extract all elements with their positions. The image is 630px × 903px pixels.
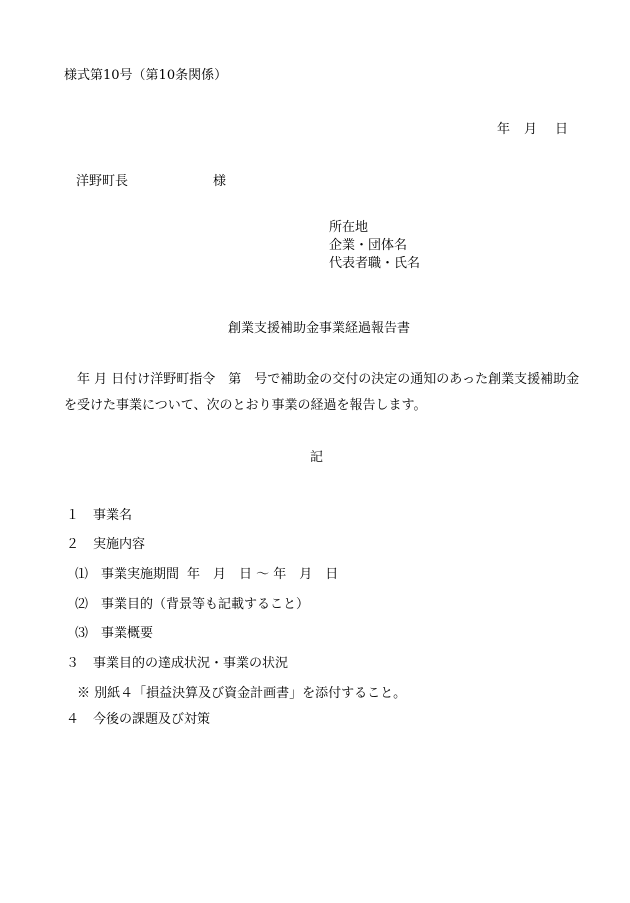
sub-item-1-number: ⑴ <box>75 567 89 582</box>
item-4 <box>66 713 210 726</box>
addressee-name: 洋野町長 <box>76 174 129 189</box>
sub-item-2-label: 事業目的（背景等も記載すること） <box>101 597 310 612</box>
sub-item-2-number: ⑵ <box>75 597 89 612</box>
sub-item-1-label: 事業実施期間 <box>101 567 180 582</box>
body-line-2: を受けた事業について、次のとおり事業の経過を報告します。 <box>64 398 427 413</box>
sub-item-3 <box>75 627 153 640</box>
sub-item-2 <box>75 598 309 611</box>
sub-item-3-number: ⑶ <box>75 626 89 641</box>
item-2-label: 実施内容 <box>93 537 146 552</box>
body-line-1: 年 月 日付け洋野町指令 第 号で補助金の交付の決定の通知のあった創業支援補助金 <box>77 372 580 387</box>
sub-item-1 <box>75 568 338 581</box>
item-1-label: 事業名 <box>93 508 133 523</box>
date-month: 月 <box>524 122 538 137</box>
form-number: 様式第10号（第10条関係） <box>64 68 228 83</box>
applicant-address-label: 所在地 <box>329 220 369 235</box>
item-1-number: １ <box>66 508 80 523</box>
sub-item-1-period: 年 月 日 〜 年 月 日 <box>187 567 339 582</box>
attachment-note: ※ 別紙４「損益決算及び資金計画書」を添付すること。 <box>77 686 407 701</box>
item-4-number: ４ <box>66 712 80 727</box>
item-3-label: 事業目的の達成状況・事業の状況 <box>93 656 289 671</box>
addressee-honorific: 様 <box>213 174 227 189</box>
date-year: 年 <box>497 122 511 137</box>
item-4-label: 今後の課題及び対策 <box>93 712 211 727</box>
applicant-company-label: 企業・団体名 <box>329 238 408 253</box>
item-2 <box>66 538 145 551</box>
date-line <box>497 123 568 136</box>
item-3 <box>66 657 288 670</box>
date-day: 日 <box>555 122 569 137</box>
item-1 <box>66 509 132 522</box>
item-3-number: ３ <box>66 656 80 671</box>
applicant-representative-label: 代表者職・氏名 <box>329 256 421 271</box>
item-2-number: ２ <box>66 537 80 552</box>
document-title: 創業支援補助金事業経過報告書 <box>228 321 411 336</box>
ki-heading: 記 <box>310 450 324 465</box>
sub-item-3-label: 事業概要 <box>101 626 154 641</box>
